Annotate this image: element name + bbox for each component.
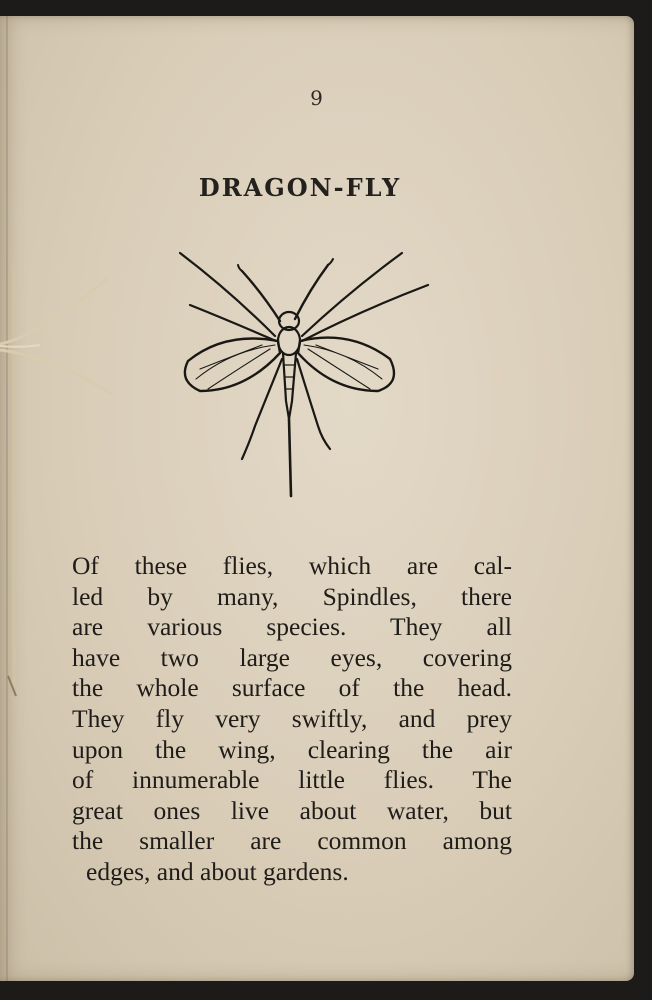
text-line: are various species. They all: [72, 612, 512, 642]
text-line: edges, and about gardens.: [86, 856, 349, 886]
book-page: [0, 16, 634, 981]
text-line: Of these flies, which are cal-: [72, 551, 512, 580]
text-line: great ones live about water, but: [72, 795, 512, 825]
text-line: led by many, Spindles, there: [72, 581, 512, 611]
text-line: the smaller are common among: [72, 826, 512, 856]
page-number: 9: [310, 86, 324, 110]
dragonfly-woodcut-icon: [170, 241, 440, 506]
body-text: [72, 551, 512, 888]
text-line: of innumerable little flies. The: [72, 765, 512, 795]
text-line: upon the wing, clearing the air: [72, 734, 512, 764]
page-title: DRAGON-FLY: [198, 173, 402, 202]
text-line: They fly very swiftly, and prey: [72, 703, 512, 733]
text-line: have two large eyes, covering: [72, 642, 512, 672]
text-line: the whole surface of the head.: [72, 673, 512, 703]
